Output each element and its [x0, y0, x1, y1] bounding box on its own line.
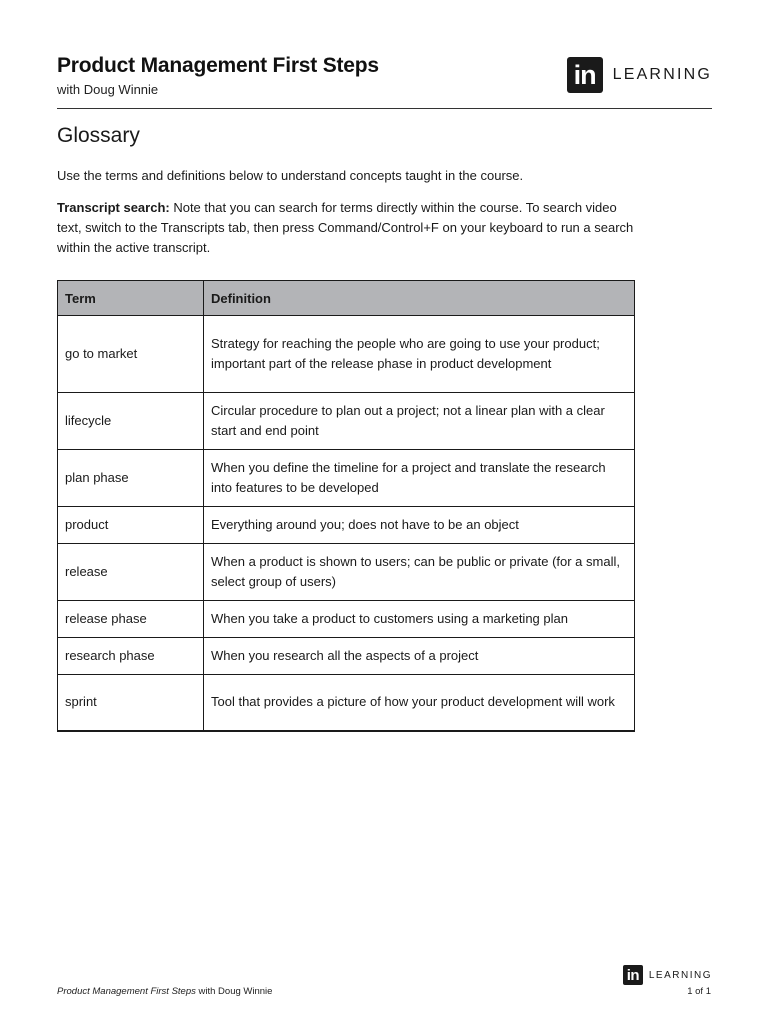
definition-cell: Everything around you; does not have to be an object [204, 507, 635, 544]
page-title: Glossary [57, 124, 140, 147]
definition-cell: When you define the timeline for a project and translate the research into features to be developed [204, 450, 635, 507]
term-cell: plan phase [58, 450, 204, 507]
footer-course-credit [57, 986, 272, 997]
transcript-note [57, 198, 637, 258]
table-row [58, 544, 635, 601]
term-cell: release [58, 544, 204, 601]
definition-cell: Circular procedure to plan out a project; not a linear plan with a clear start and end point [204, 393, 635, 450]
definition-cell: Strategy for reaching the people who are going to use your product; important part of the release phase in product development [204, 316, 635, 393]
table-row [58, 450, 635, 507]
footer-logo-text: LEARNING [648, 969, 712, 981]
linkedin-icon: in [623, 965, 643, 985]
logo-text: LEARNING [612, 66, 712, 83]
note-label: Transcript search: [57, 200, 170, 215]
intro-paragraph: Use the terms and definitions below to understand concepts taught in the course. [57, 168, 524, 183]
course-title: Product Management First Steps [57, 54, 379, 77]
footer-logo [623, 965, 712, 985]
footer-course-title: Product Management First Steps [57, 986, 196, 997]
table-row [58, 316, 635, 393]
term-cell: release phase [58, 601, 204, 638]
term-cell: product [58, 507, 204, 544]
term-cell: sprint [58, 675, 204, 731]
table-header-row [58, 281, 635, 316]
term-cell: research phase [58, 638, 204, 675]
definition-cell: When you research all the aspects of a project [204, 638, 635, 675]
definition-column-header: Definition [204, 281, 635, 316]
note-text: Note that you can search for terms directly within the course. To search video text, switch to the Transcripts tab, then press Command/Control+F on your keyboard to run a search within the active transcript. [57, 200, 634, 255]
table-row [58, 393, 635, 450]
table-row [58, 675, 635, 731]
glossary-table [57, 280, 635, 732]
term-cell: go to market [58, 316, 204, 393]
table-row [58, 638, 635, 675]
table-row [58, 601, 635, 638]
course-subtitle: with Doug Winnie [57, 82, 159, 97]
definition-cell: When you take a product to customers using a marketing plan [204, 601, 635, 638]
term-column-header: Term [58, 281, 204, 316]
definition-cell: When a product is shown to users; can be public or private (for a small, select group of users) [204, 544, 635, 601]
term-cell: lifecycle [58, 393, 204, 450]
page-number: 1 of 1 [687, 986, 711, 997]
table-row [58, 507, 635, 544]
document-header [57, 54, 712, 109]
footer-author: with Doug Winnie [195, 986, 273, 997]
linkedin-icon: in [567, 57, 603, 93]
definition-cell: Tool that provides a picture of how your product development will work [204, 675, 635, 731]
linkedin-learning-logo [567, 57, 712, 93]
